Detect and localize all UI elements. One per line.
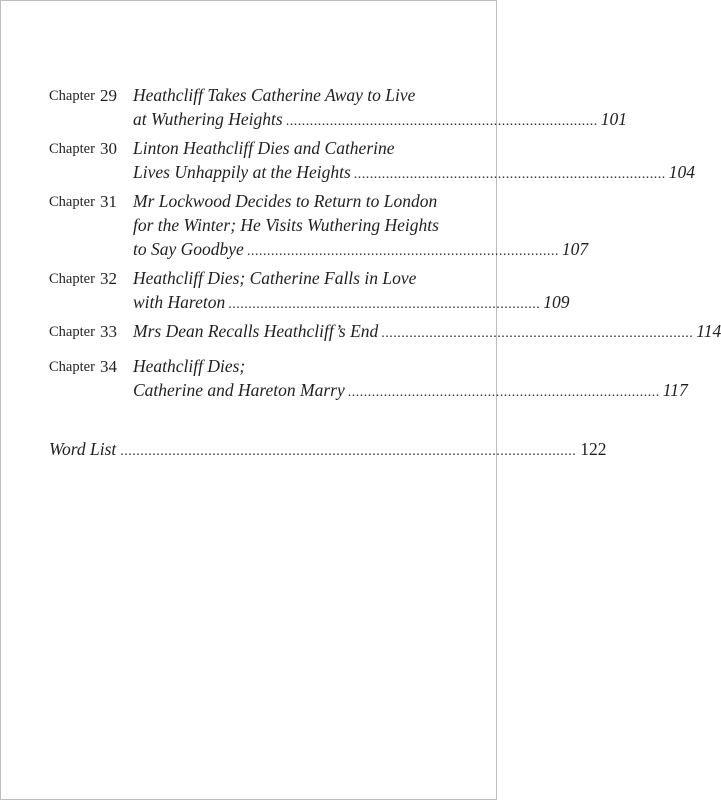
chapter-label: Chapter xyxy=(49,141,95,157)
dot-leader: .............................................................................. xyxy=(246,244,559,259)
page-number: 107 xyxy=(561,239,589,259)
chapter-number: 34 xyxy=(100,357,117,376)
chapter-title-leader-line xyxy=(133,237,589,261)
page-number: 114 xyxy=(696,321,721,341)
chapter-title-line: Heathcliff Takes Catherine Away to Live xyxy=(133,85,416,105)
chapter-title-line: Mr Lockwood Decides to Return to London xyxy=(133,191,438,211)
word-list-label: Word List xyxy=(49,439,117,459)
chapter-title-line: at Wuthering Heights xyxy=(133,109,283,129)
chapter-title-line: Lives Unhappily at the Heights xyxy=(133,162,351,182)
page-number: 117 xyxy=(662,380,688,400)
page-number: 122 xyxy=(580,439,607,459)
page-number: 109 xyxy=(543,292,570,312)
chapter-label: Chapter xyxy=(49,194,95,210)
chapter-title-line: with Hareton xyxy=(133,292,226,312)
chapter-title-leader-line xyxy=(133,319,721,343)
dot-leader: .............................................................................. xyxy=(353,167,666,182)
chapter-title-line: Catherine and Hareton Marry xyxy=(133,380,345,400)
chapter-number: 30 xyxy=(100,139,117,158)
chapter-number: 32 xyxy=(100,269,117,288)
chapter-title-leader-line xyxy=(133,378,688,402)
chapter-title-leader-line xyxy=(133,107,627,131)
chapter-title-line: Linton Heathcliff Dies and Catherine xyxy=(133,138,395,158)
chapter-label: Chapter xyxy=(49,324,95,340)
dot-leader: .............................................................................. xyxy=(285,114,598,129)
chapter-number: 33 xyxy=(100,322,117,341)
chapter-title-leader-line xyxy=(133,290,570,314)
chapter-label: Chapter xyxy=(49,359,95,375)
chapter-title-leader-line xyxy=(133,160,696,184)
chapter-title-line: Heathcliff Dies; xyxy=(133,356,246,376)
chapter-title-line: Heathcliff Dies; Catherine Falls in Love xyxy=(133,268,417,288)
dot-leader: .............................................................................. xyxy=(381,326,694,341)
page-number: 101 xyxy=(600,109,627,129)
chapter-title-line: for the Winter; He Visits Wuthering Heights xyxy=(133,215,439,235)
dot-leader: .................................................................................................................. xyxy=(120,444,577,459)
chapter-title-line: to Say Goodbye xyxy=(133,239,244,259)
dot-leader: .............................................................................. xyxy=(228,297,541,312)
chapter-label: Chapter xyxy=(49,88,95,104)
chapter-title-line: Mrs Dean Recalls Heathcliff’s End xyxy=(133,321,379,341)
chapter-label: Chapter xyxy=(49,271,95,287)
page-number: 104 xyxy=(668,162,696,182)
toc-entry-word-list[interactable] xyxy=(49,437,607,461)
dot-leader: .............................................................................. xyxy=(347,385,660,400)
chapter-number: 29 xyxy=(100,86,117,105)
chapter-number: 31 xyxy=(100,192,117,211)
